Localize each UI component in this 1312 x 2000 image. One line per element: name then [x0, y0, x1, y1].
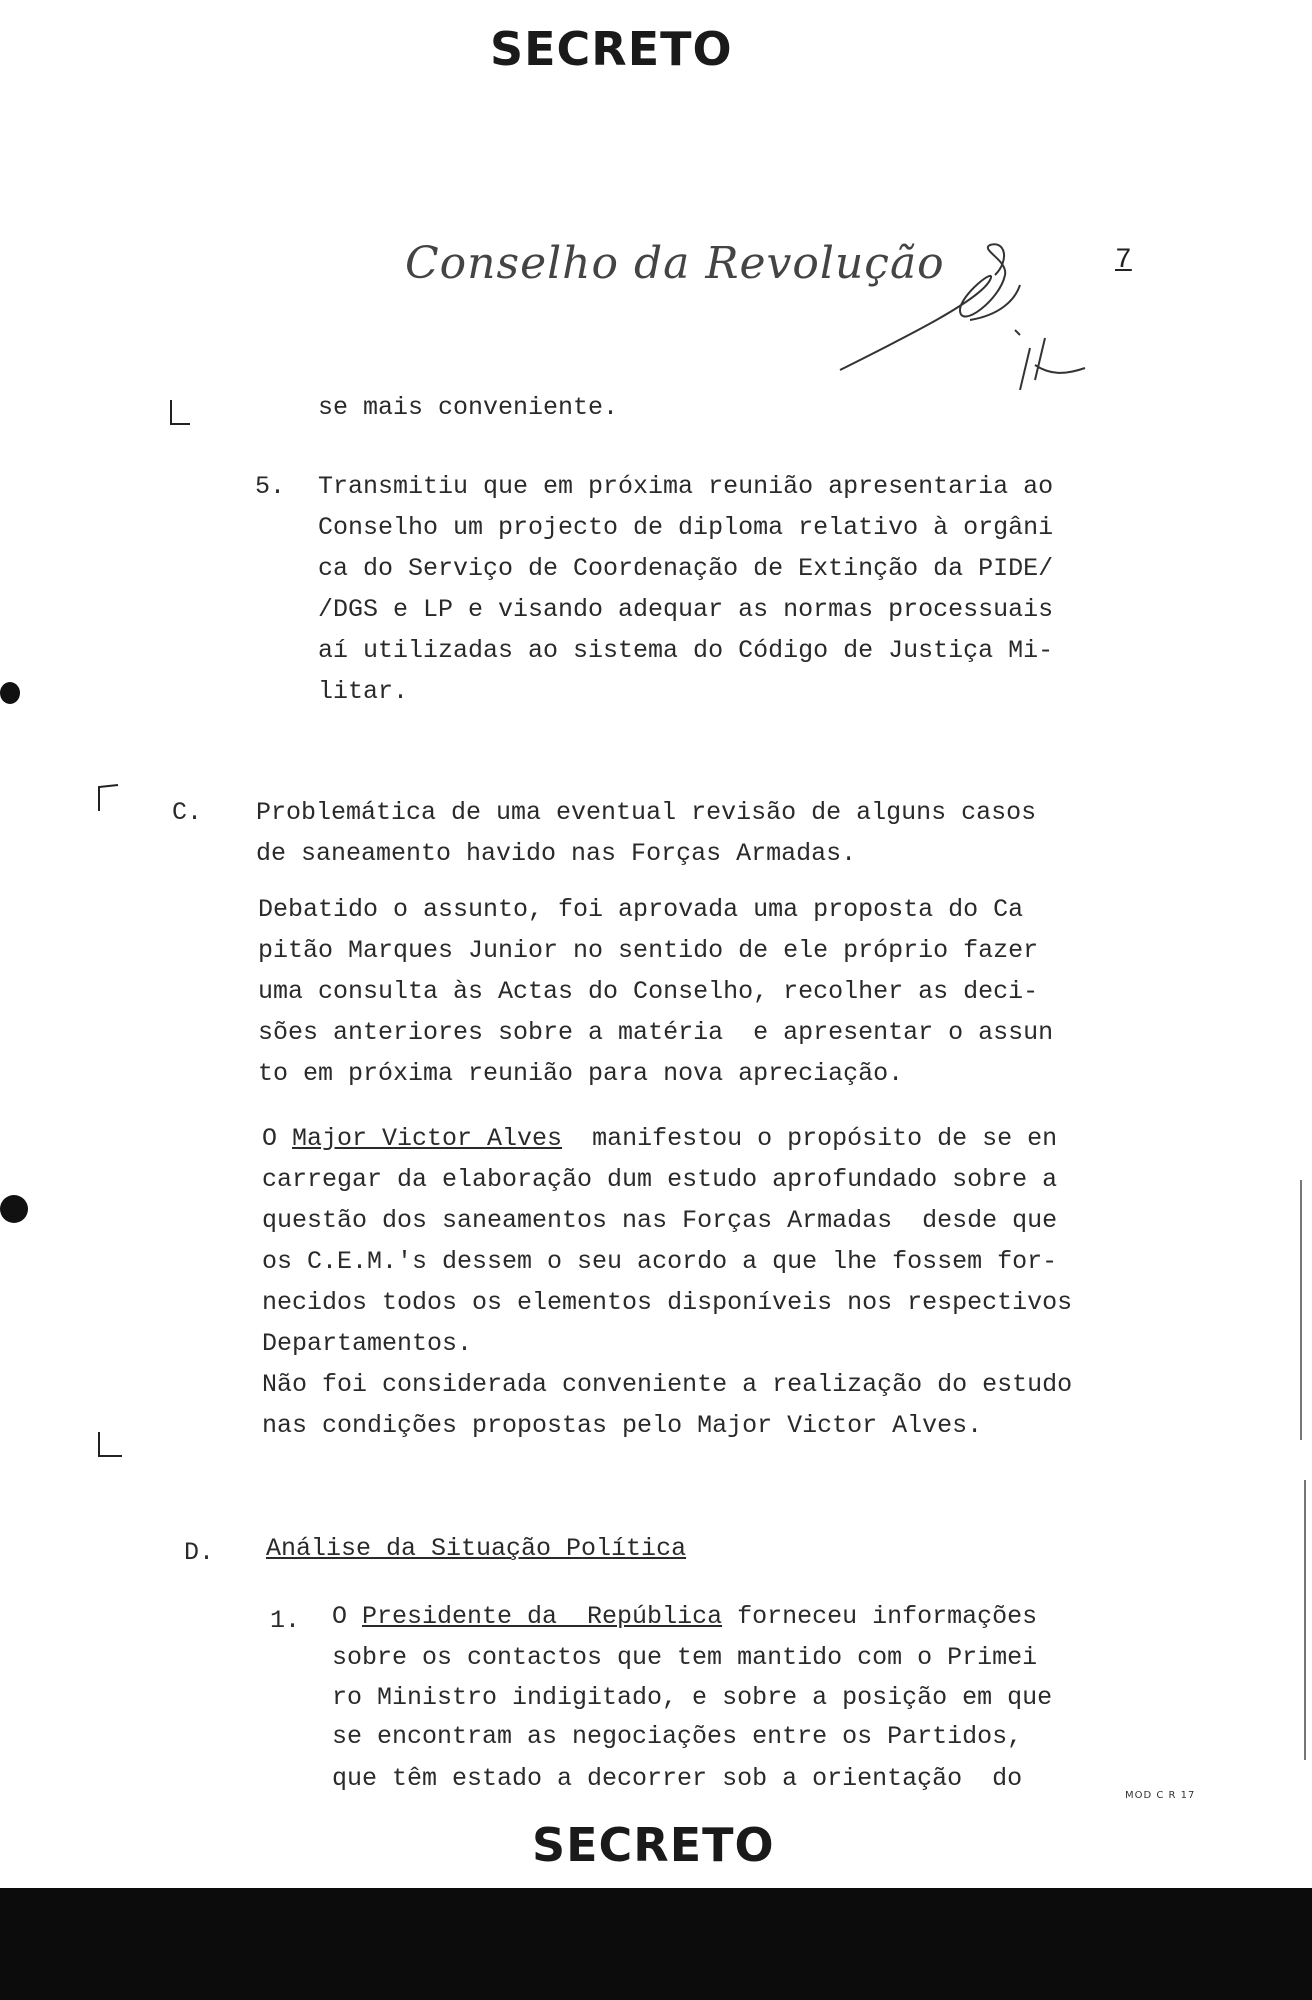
paragraph-line: carregar da elaboração dum estudo aprofundado sobre a	[262, 1165, 1058, 1194]
paragraph-line: ro Ministro indigitado, e sobre a posição em que	[332, 1683, 1053, 1712]
underlined-name: Major Victor Alves	[292, 1124, 563, 1153]
margin-bracket-top-left-icon	[96, 783, 120, 813]
scan-edge-line	[1300, 1180, 1302, 1440]
continuation-line: se mais conveniente.	[318, 393, 619, 422]
handwritten-signature	[830, 240, 1120, 390]
section-letter: C.	[172, 798, 203, 827]
margin-bracket-bottom-left-icon	[168, 398, 192, 428]
punch-hole-mark	[0, 1195, 28, 1223]
paragraph-line: que têm estado a decorrer sob a orientação do	[332, 1764, 1023, 1793]
text-fragment: O	[262, 1124, 293, 1153]
classification-stamp-bottom: SECRETO	[532, 1818, 775, 1872]
section-heading: Análise da Situação Política	[266, 1534, 687, 1563]
paragraph-line: ca do Serviço de Coordenação de Extinção da PIDE/	[318, 554, 1054, 583]
text-fragment: forneceu informações	[722, 1602, 1038, 1631]
paragraph-line: /DGS e LP e visando adequar as normas processuais	[318, 595, 1054, 624]
text-fragment: O	[332, 1602, 363, 1631]
paragraph-line: uma consulta às Actas do Conselho, recolher as deci-	[258, 977, 1039, 1006]
paragraph-line: pitão Marques Junior no sentido de ele próprio fazer	[258, 936, 1039, 965]
paragraph-line: se encontram as negociações entre os Partidos,	[332, 1722, 1023, 1751]
scan-edge-line	[1304, 1480, 1306, 1760]
paragraph-line: Transmitiu que em próxima reunião apresentaria ao	[318, 472, 1054, 501]
paragraph-line: Não foi considerada conveniente a realização do estudo	[262, 1370, 1073, 1399]
letterhead-title: Conselho da Revolução	[405, 238, 945, 289]
paragraph-line: sobre os contactos que tem mantido com o Primei	[332, 1643, 1038, 1672]
paragraph-line: sões anteriores sobre a matéria e apresentar o assun	[258, 1018, 1054, 1047]
paragraph-line: Departamentos.	[262, 1329, 473, 1358]
paragraph-line: questão dos saneamentos nas Forças Armadas desde que	[262, 1206, 1058, 1235]
item-number: 1.	[270, 1606, 301, 1635]
paragraph-line: nas condições propostas pelo Major Victor Alves.	[262, 1411, 983, 1440]
paragraph-line: necidos todos os elementos disponíveis nos respectivos	[262, 1288, 1073, 1317]
paragraph-line: to em próxima reunião para nova apreciação.	[258, 1059, 904, 1088]
paragraph-line: Debatido o assunto, foi aprovada uma proposta do Ca	[258, 895, 1024, 924]
paragraph-line: os C.E.M.'s dessem o seu acordo a que lhe fossem for-	[262, 1247, 1058, 1276]
section-letter: D.	[184, 1538, 215, 1567]
classification-stamp-top: SECRETO	[490, 22, 733, 76]
item-number: 5.	[255, 472, 286, 501]
section-heading-line: de saneamento havido nas Forças Armadas.	[256, 839, 857, 868]
paragraph-line	[332, 1596, 1037, 1637]
page-number: 7	[1115, 245, 1132, 276]
text-fragment: manifestou o propósito de se en	[562, 1124, 1058, 1153]
paragraph-line	[262, 1118, 1057, 1159]
paragraph-line: litar.	[318, 677, 409, 706]
underlined-name: Presidente da República	[362, 1602, 723, 1631]
punch-hole-mark	[0, 682, 20, 704]
paragraph-line: aí utilizadas ao sistema do Código de Justiça Mi-	[318, 636, 1054, 665]
margin-bracket-bottom-left-icon	[96, 1430, 124, 1460]
section-heading-line: Problemática de uma eventual revisão de alguns casos	[256, 798, 1037, 827]
paragraph-line: Conselho um projecto de diploma relativo à orgâni	[318, 513, 1054, 542]
form-code: MOD C R 17	[1125, 1790, 1196, 1801]
scan-border-strip	[0, 1888, 1312, 2000]
